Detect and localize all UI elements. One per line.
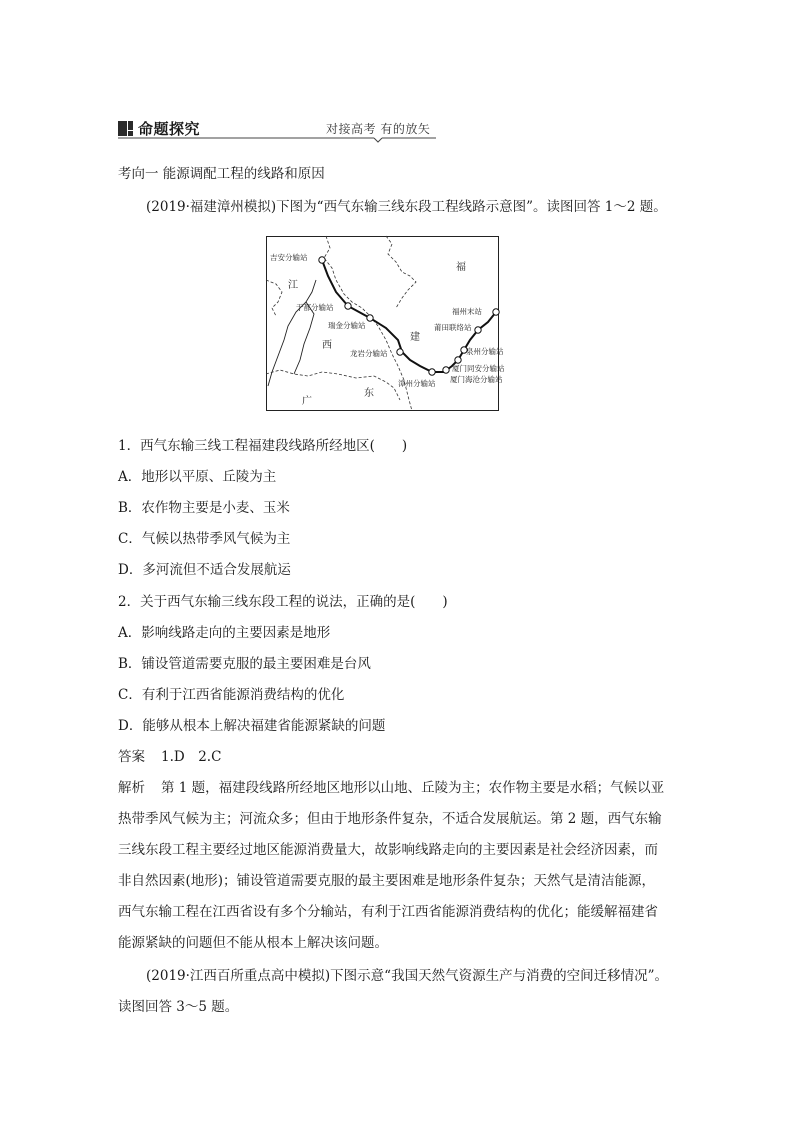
station-label: 于都分输站 bbox=[296, 303, 334, 312]
intro-paragraph-2-cont: 读图回答 3～5 题。 bbox=[118, 999, 239, 1015]
question-stem: 2．关于西气东输三线东段工程的说法，正确的是( ) bbox=[118, 594, 448, 610]
question-option: D．多河流但不适合发展航运 bbox=[118, 562, 291, 578]
station-marker bbox=[319, 257, 325, 263]
region-label: 广 bbox=[302, 396, 312, 407]
station-label: 厦门海沧分输站 bbox=[450, 375, 503, 384]
intro-paragraph-2: (2019·江西百所重点高中模拟)下图示意“我国天然气资源生产与消费的空间迁移情况”。 bbox=[146, 968, 668, 984]
question-option: B．农作物主要是小麦、玉米 bbox=[118, 500, 290, 516]
answer-text: 1.D 2.C bbox=[161, 749, 222, 765]
header-title: 命题探究 bbox=[138, 120, 201, 138]
analysis-text: 热带季风气候为主；河流众多；但由于地形条件复杂，不适合发展航运。第 2 题，西气东输 bbox=[118, 811, 662, 827]
station-label: 泉州分输站 bbox=[466, 347, 504, 356]
station-marker bbox=[429, 369, 435, 375]
section-heading: 考向一 能源调配工程的线路和原因 bbox=[118, 166, 325, 182]
analysis-line bbox=[118, 778, 664, 798]
station-label: 吉安分输站 bbox=[270, 253, 308, 262]
station-marker bbox=[493, 309, 499, 315]
question-option: D．能够从根本上解决福建省能源紧缺的问题 bbox=[118, 718, 386, 734]
analysis-text: 非自然因素(地形)；铺设管道需要克服的最主要困难是地形条件复杂；天然气是清洁能源， bbox=[118, 873, 656, 889]
analysis-text: 三线东段工程主要经过地区能源消费量大，故影响线路走向的主要因素是社会经济因素，而 bbox=[118, 842, 658, 858]
region-label: 西 bbox=[322, 340, 332, 351]
region-label: 建 bbox=[410, 332, 420, 343]
question-stem: 1．西气东输三线工程福建段线路所经地区( ) bbox=[118, 438, 408, 454]
header-rule bbox=[118, 135, 436, 143]
station-marker bbox=[455, 357, 461, 363]
question-option: A．影响线路走向的主要因素是地形 bbox=[118, 625, 331, 641]
answer-line bbox=[118, 747, 221, 767]
region-label: 东 bbox=[364, 388, 374, 399]
header-square-icon bbox=[118, 121, 133, 136]
region-label: 江 bbox=[288, 280, 298, 291]
intro-paragraph-1: (2019·福建漳州模拟)下图为“西气东输三线东段工程线路示意图”。读图回答 1～2 题。 bbox=[146, 199, 667, 215]
analysis-label: 解析 bbox=[118, 780, 145, 796]
pipeline-route-map bbox=[266, 236, 505, 411]
analysis-text: 能源紧缺的问题但不能从根本上解决该问题。 bbox=[118, 935, 388, 951]
station-marker bbox=[345, 303, 351, 309]
station-marker bbox=[443, 367, 449, 373]
header-subtitle: 对接高考 有的放矢 bbox=[326, 122, 431, 136]
station-label: 厦门同安分输站 bbox=[452, 364, 505, 373]
region-label: 福 bbox=[456, 262, 466, 273]
station-marker bbox=[397, 349, 403, 355]
question-option: B．铺设管道需要克服的最主要困难是台风 bbox=[118, 656, 371, 672]
station-label: 龙岩分输站 bbox=[350, 349, 388, 358]
station-marker bbox=[475, 327, 481, 333]
question-option: C．有利于江西省能源消费结构的优化 bbox=[118, 687, 345, 703]
station-marker bbox=[367, 315, 373, 321]
station-label: 瑞金分输站 bbox=[328, 321, 366, 330]
analysis-text: 第 1 题，福建段线路所经地区地形以山地、丘陵为主；农作物主要是水稻；气候以亚 bbox=[161, 780, 665, 796]
station-label: 莆田联络站 bbox=[434, 323, 472, 332]
answer-label: 答案 bbox=[118, 749, 145, 765]
section-header bbox=[118, 118, 436, 140]
analysis-text: 西气东输工程在江西省设有多个分输站，有利于江西省能源消费结构的优化；能缓解福建省 bbox=[118, 904, 658, 920]
station-label: 漳州分输站 bbox=[398, 379, 436, 388]
question-option: C．气候以热带季风气候为主 bbox=[118, 531, 291, 547]
question-option: A．地形以平原、丘陵为主 bbox=[118, 469, 277, 485]
station-label: 福州末站 bbox=[452, 307, 482, 316]
